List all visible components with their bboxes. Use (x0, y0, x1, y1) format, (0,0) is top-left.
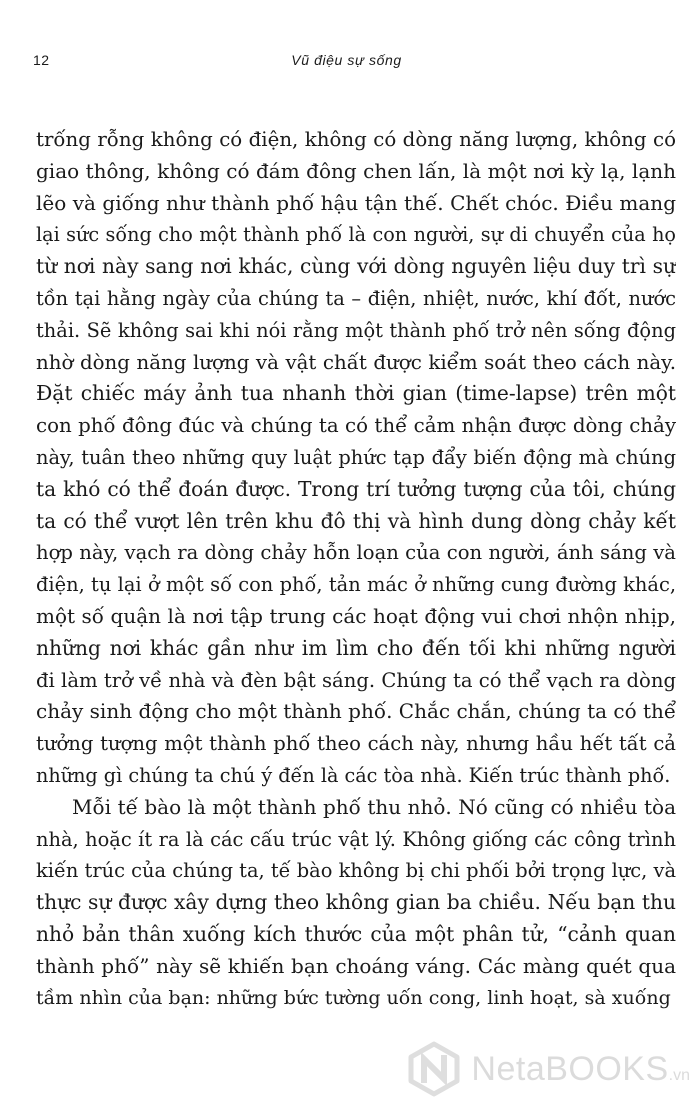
text-line: hợp này, vạch ra dòng chảy hỗn loạn của con người, ánh sáng và (36, 541, 676, 565)
text-line: những nơi khác gần như im lìm cho đến tối khi những người (36, 635, 676, 660)
text-line: một số quận là nơi tập trung các hoạt động vui chơi nhộn nhịp, (36, 603, 676, 628)
text-line: nhỏ bản thân xuống kích thước của một phân tử, “cảnh quan (36, 921, 676, 946)
text-line: thành phố” này sẽ khiến bạn choáng váng. Các màng quét qua (36, 953, 676, 978)
text-line: nhà, hoặc ít ra là các cấu trúc vật lý. Không giống các công trình (36, 827, 676, 851)
watermark-text (471, 1050, 690, 1089)
watermark-brand: NetaBOOKS (471, 1049, 669, 1088)
text-line: tầm nhìn của bạn: những bức tường uốn cong, linh hoạt, sà xuống (36, 986, 671, 1009)
watermark (405, 1037, 690, 1101)
text-line: Mỗi tế bào là một thành phố thu nhỏ. Nó cũng có nhiều tòa (72, 794, 676, 819)
text-line: trống rỗng không có điện, không có dòng năng lượng, không có (36, 128, 676, 151)
text-line: kiến trúc của chúng ta, tế bào không bị chi phối bởi trọng lực, và (36, 859, 676, 883)
text-line: tồn tại hằng ngày của chúng ta – điện, nhiệt, nước, khí đốt, nước (36, 286, 676, 310)
text-line: nhờ dòng năng lượng và vật chất được kiểm soát theo cách này. (36, 350, 676, 374)
text-line: từ nơi này sang nơi khác, cùng với dòng nguyên liệu duy trì sự (36, 254, 676, 279)
text-line: này, tuân theo những quy luật phức tạp đẩy biến động mà chúng (36, 445, 676, 469)
text-line: giao thông, không có đám đông chen lấn, là một nơi kỳ lạ, lạnh (36, 158, 676, 183)
body-text (36, 124, 676, 1014)
text-line: điện, tụ lại ở một số con phố, tản mác ở những cung đường khác, (36, 573, 676, 597)
text-line: ta có thể vượt lên trên khu đô thị và hình dung dòng chảy kết (36, 508, 676, 533)
text-line: thải. Sẽ không sai khi nói rằng một thành phố trở nên sống động (36, 318, 676, 342)
paragraph (36, 124, 676, 792)
text-line: ta khó có thể đoán được. Trong trí tưởng tượng của tôi, chúng (36, 476, 676, 501)
text-line: chảy sinh động cho một thành phố. Chắc chắn, chúng ta có thể (36, 699, 676, 724)
watermark-suffix: .vn (668, 1066, 690, 1084)
neta-n-logo-icon (405, 1040, 463, 1098)
text-line: thực sự được xây dựng theo không gian ba chiều. Nếu bạn thu (36, 890, 676, 915)
paragraph (36, 792, 676, 1015)
text-line: lại sức sống cho một thành phố là con người, sự di chuyển của họ (36, 223, 676, 247)
text-line: lẽo và giống như thành phố hậu tận thế. Chết chóc. Điều mang (36, 190, 676, 215)
text-line: con phố đông đúc và chúng ta có thể cảm nhận được dòng chảy (36, 414, 676, 438)
page-number: 12 (33, 52, 50, 68)
text-line: tưởng tượng một thành phố theo cách này, nhưng hầu hết tất cả (36, 732, 676, 756)
text-line: những gì chúng ta chú ý đến là các tòa nhà. Kiến trúc thành phố. (36, 763, 671, 787)
text-line: Đặt chiếc máy ảnh tua nhanh thời gian (time-lapse) trên một (36, 381, 676, 406)
running-header (33, 52, 660, 72)
text-line: đi làm trở về nhà và đèn bật sáng. Chúng ta có thể vạch ra dòng (36, 668, 676, 692)
book-title: Vũ điệu sự sống (291, 52, 402, 68)
